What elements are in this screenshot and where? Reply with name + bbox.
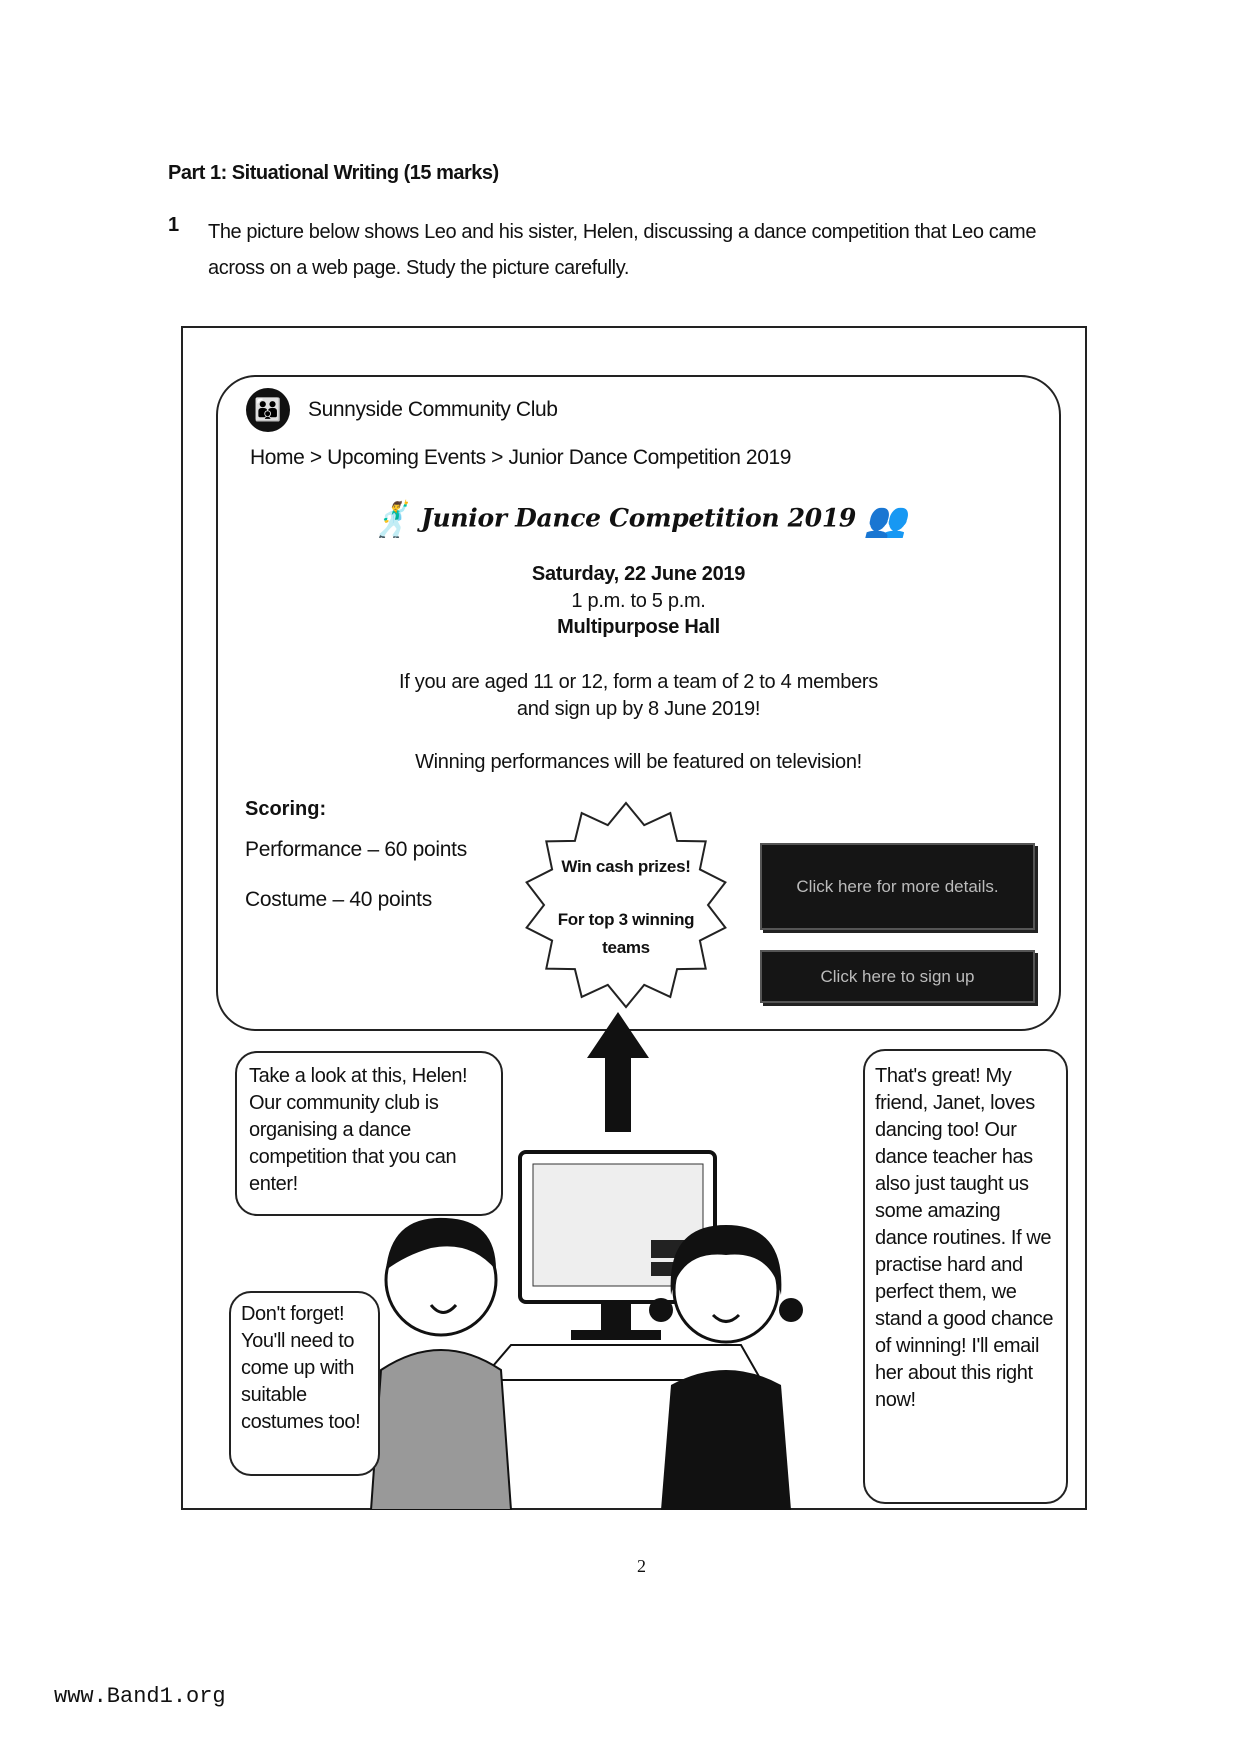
eligibility-line-1: If you are aged 11 or 12, form a team of 2 to 4 members [399, 671, 878, 693]
scoring-label: Scoring: [245, 798, 327, 820]
tv-note: Winning performances will be featured on television! [415, 751, 862, 773]
helen-speech-bubble: That's great! My friend, Janet, loves dancing too! Our dance teacher has also just taught us some amazing dance routines. If we practise hard and perfect them, we stand a good chance of winning! I'll email her about this right now! [863, 1049, 1068, 1504]
more-details-button[interactable]: Click here for more details. [760, 843, 1035, 930]
prize-text: Win cash prizes! [561, 857, 691, 876]
event-date: Saturday, 22 June 2019 [531, 563, 746, 585]
event-venue: Multipurpose Hall [557, 616, 720, 638]
prize-subtext: For top 3 winning teams [557, 910, 695, 957]
breadcrumb[interactable]: Home > Upcoming Events > Junior Dance Competition 2019 [250, 446, 792, 469]
leo-speech-bubble-2: Don't forget! You'll need to come up with suitable costumes too! [229, 1291, 380, 1476]
up-arrow-icon [585, 1010, 651, 1134]
scoring-performance: Performance – 60 points [245, 838, 467, 861]
dancers-icon: 🕺 [370, 500, 413, 540]
event-time: 1 p.m. to 5 p.m. [571, 590, 706, 612]
community-logo-icon: 👪 [246, 388, 290, 432]
event-title: Junior Dance Competition 2019 [420, 503, 857, 533]
section-heading: Part 1: Situational Writing (15 marks) [168, 162, 499, 184]
scoring-costume: Costume – 40 points [245, 888, 432, 911]
question-text: The picture below shows Leo and his sister, Helen, discussing a dance competition that Leo came across on a web page. Study the picture carefully. [208, 221, 1037, 279]
leo-figure [371, 1218, 511, 1510]
leo-speech-bubble-1: Take a look at this, Helen! Our community club is organising a dance competition that you can enter! [235, 1051, 503, 1216]
eligibility-line-2: and sign up by 8 June 2019! [516, 698, 761, 720]
group-icon: 👥 [864, 500, 907, 540]
club-name: Sunnyside Community Club [308, 398, 558, 421]
sign-up-button[interactable]: Click here to sign up [760, 950, 1035, 1003]
watermark: www.Band1.org [54, 1684, 226, 1709]
question-number: 1 [168, 214, 180, 236]
page-number: 2 [637, 1556, 646, 1576]
event-title-row [216, 500, 1061, 540]
starburst-shape [516, 800, 736, 1010]
